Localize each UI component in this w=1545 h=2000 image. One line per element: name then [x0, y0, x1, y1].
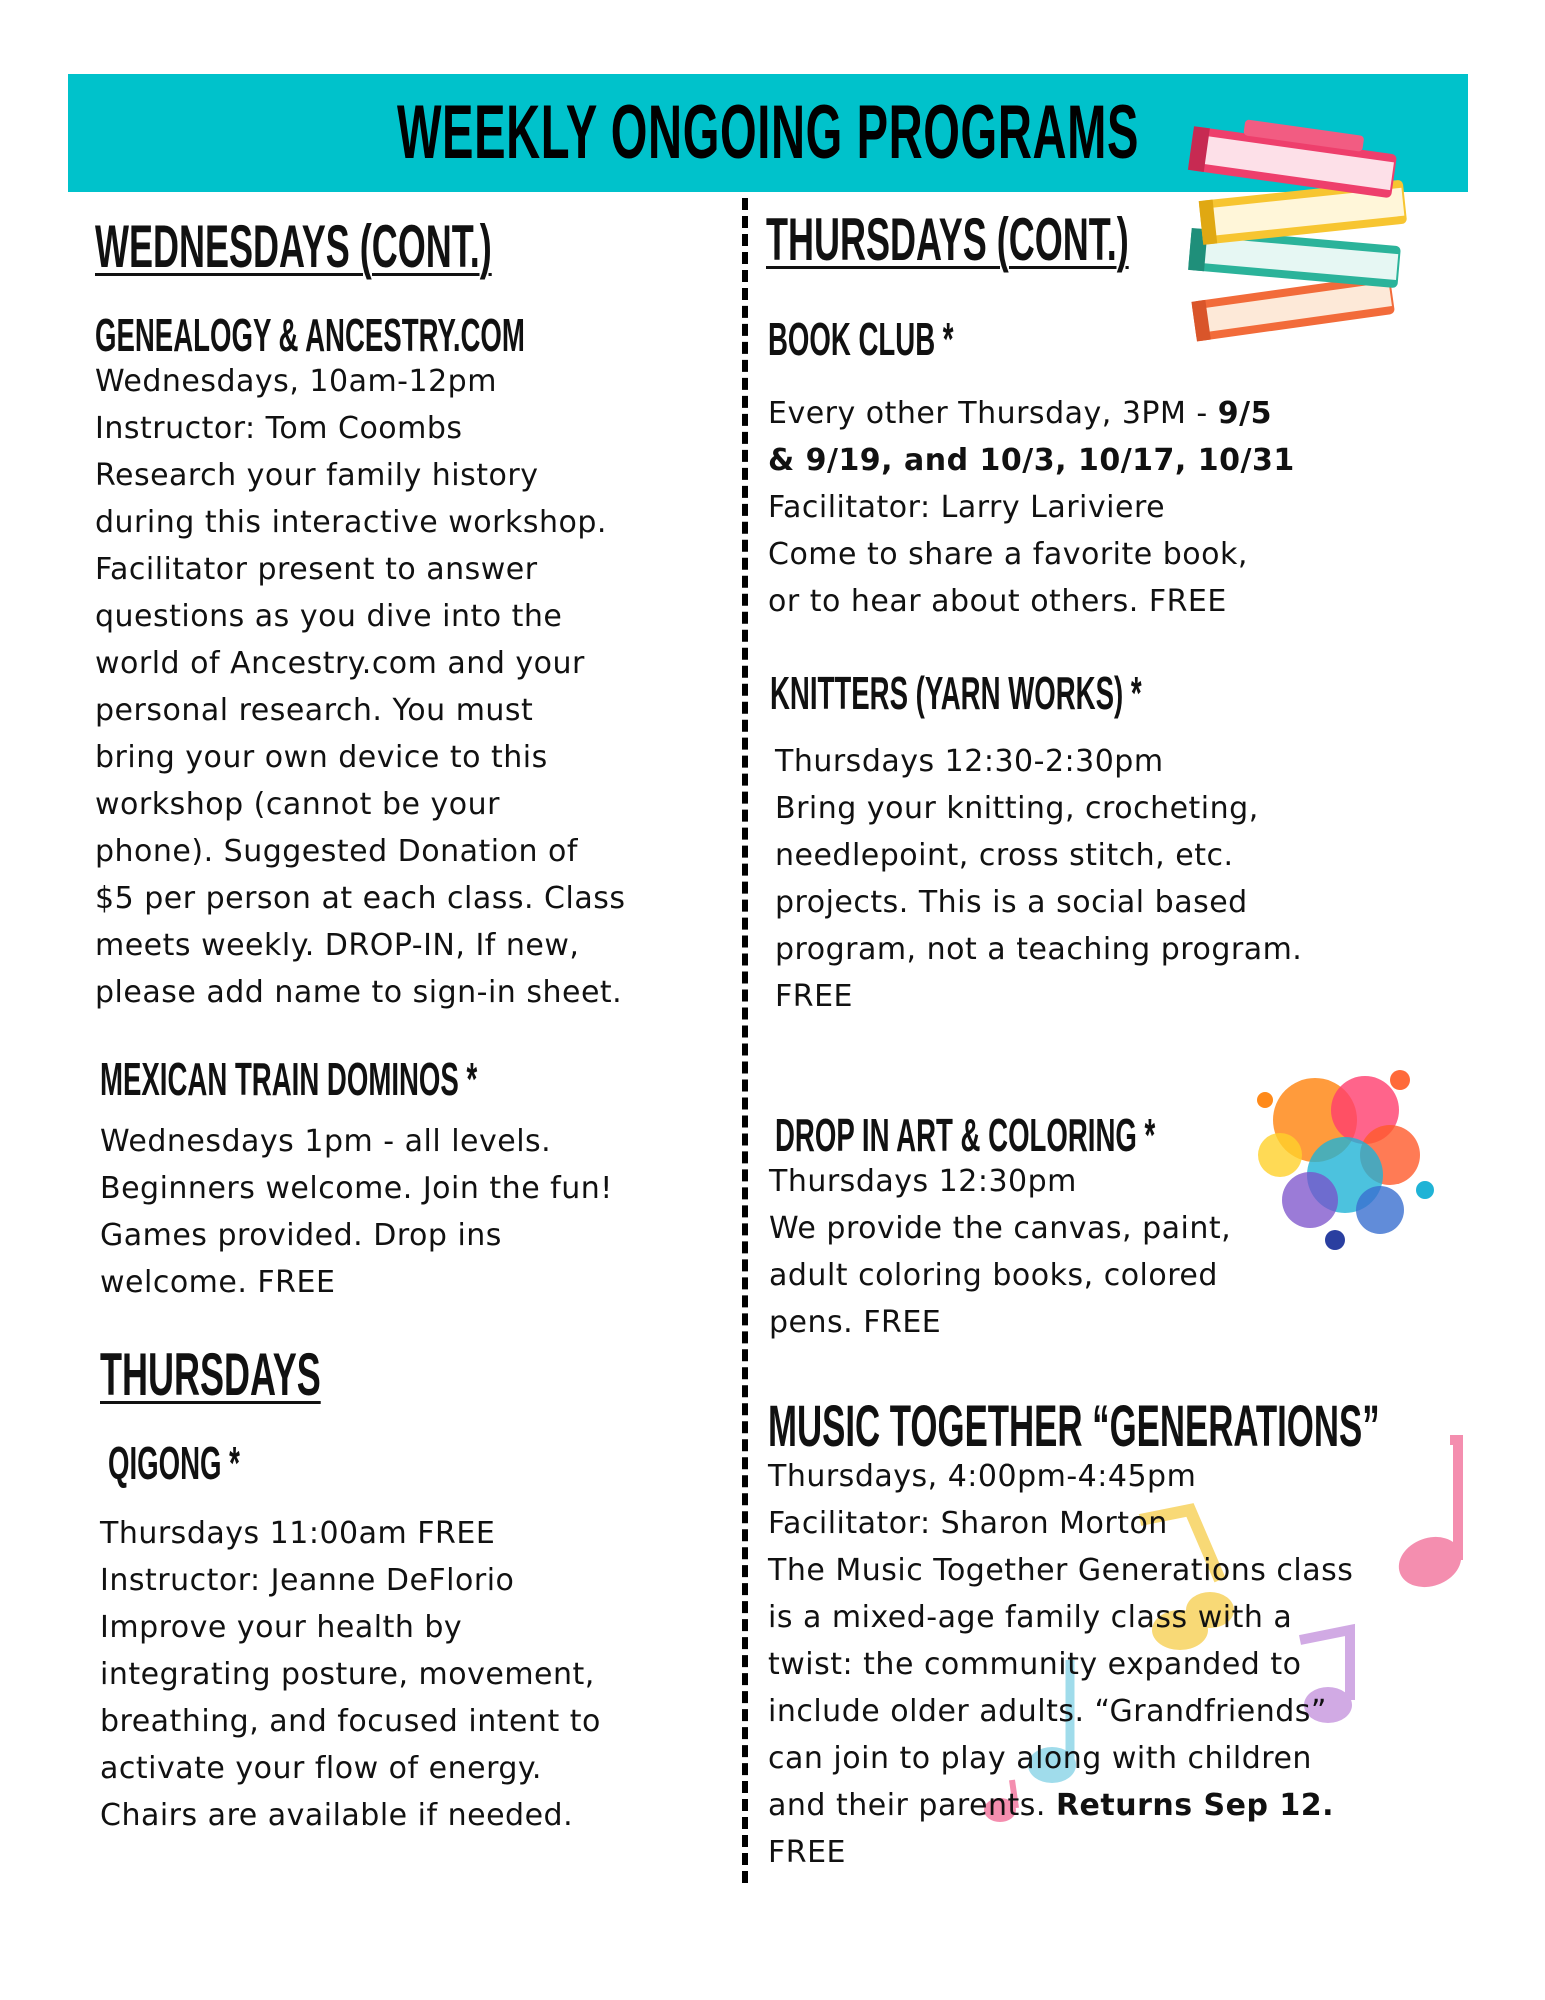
music-body	[768, 1453, 1468, 1876]
page-title: WEEKLY ONGOING PROGRAMS	[396, 90, 1140, 175]
thursdays-heading: THURSDAYS	[100, 1341, 321, 1408]
book-club-schedule: Every other Thursday, 3PM -	[768, 396, 1218, 431]
music-section	[768, 1395, 1468, 1876]
music-returns: Returns Sep 12.	[1055, 1788, 1335, 1823]
dominos-body: Wednesdays 1pm - all levels. Beginners welcome. Join the fun! Games provided. Drop ins welcome. FREE	[100, 1124, 613, 1300]
knitters-section	[770, 666, 1450, 720]
knitters-body: Thursdays 12:30-2:30pm Bring your knitting, crocheting, needlepoint, cross stitch, etc. projects. This is a social based program, not a teaching program. FREE	[775, 744, 1303, 1014]
right-thursdays	[766, 205, 1266, 275]
music-title: MUSIC TOGETHER “GENERATIONS”	[768, 1394, 1380, 1459]
book-club-date-first: 9/5	[1217, 396, 1272, 431]
book-club-body: Facilitator: Larry Lariviere Come to share a favorite book, or to hear about others. FREE	[768, 490, 1248, 619]
art-section	[769, 1108, 1455, 1346]
dominos-section	[100, 1052, 720, 1306]
thursdays-section	[100, 1340, 720, 1410]
book-club-dates-more: & 9/19, and 10/3, 10/17, 10/31	[768, 443, 1295, 478]
qigong-body-wrap	[100, 1510, 730, 1839]
wednesdays-heading: WEDNESDAYS (CONT.)	[95, 213, 492, 280]
left-column	[95, 212, 715, 282]
genealogy-section	[95, 308, 725, 1016]
genealogy-title: GENEALOGY & ANCESTRY.COM	[95, 309, 525, 361]
knitters-title: KNITTERS (YARN WORKS) *	[770, 667, 1142, 719]
art-body: Thursdays 12:30pm We provide the canvas, paint, adult coloring books, colored pens. FREE	[769, 1164, 1232, 1340]
genealogy-body: Wednesdays, 10am-12pm Instructor: Tom Coombs Research your family history during this interactive workshop. Facilitator present to answer questions as you dive into the world of Ancestry.com and your personal research. You must bring your own device to this workshop (cannot be your phone). Suggested Donation of $5 per person at each class. Class meets weekly. DROP-IN, If new, please add name to sign-in sheet.	[95, 364, 626, 1010]
qigong-title: QIGONG *	[108, 1437, 240, 1489]
music-description: Thursdays, 4:00pm-4:45pm Facilitator: Sharon Morton The Music Together Generations class is a mixed-age family class with a twist: the community expanded to include older adults. “Grandfriends” can join to play along with children and their parents.	[768, 1459, 1354, 1823]
thursdays-cont-heading: THURSDAYS (CONT.)	[766, 206, 1129, 273]
qigong-section	[108, 1436, 728, 1490]
art-title: DROP IN ART & COLORING *	[775, 1109, 1156, 1161]
book-club-section	[768, 312, 1428, 625]
knitters-body-wrap	[775, 738, 1455, 1020]
column-divider	[742, 198, 748, 1883]
dominos-title: MEXICAN TRAIN DOMINOS *	[100, 1053, 478, 1105]
music-free: FREE	[768, 1835, 847, 1870]
qigong-body: Thursdays 11:00am FREE Instructor: Jeanne DeFlorio Improve your health by integrating posture, movement, breathing, and focused intent to activate your flow of energy. Chairs are available if needed.	[100, 1516, 601, 1833]
book-club-dates	[768, 390, 1428, 484]
book-club-title: BOOK CLUB *	[768, 313, 954, 365]
